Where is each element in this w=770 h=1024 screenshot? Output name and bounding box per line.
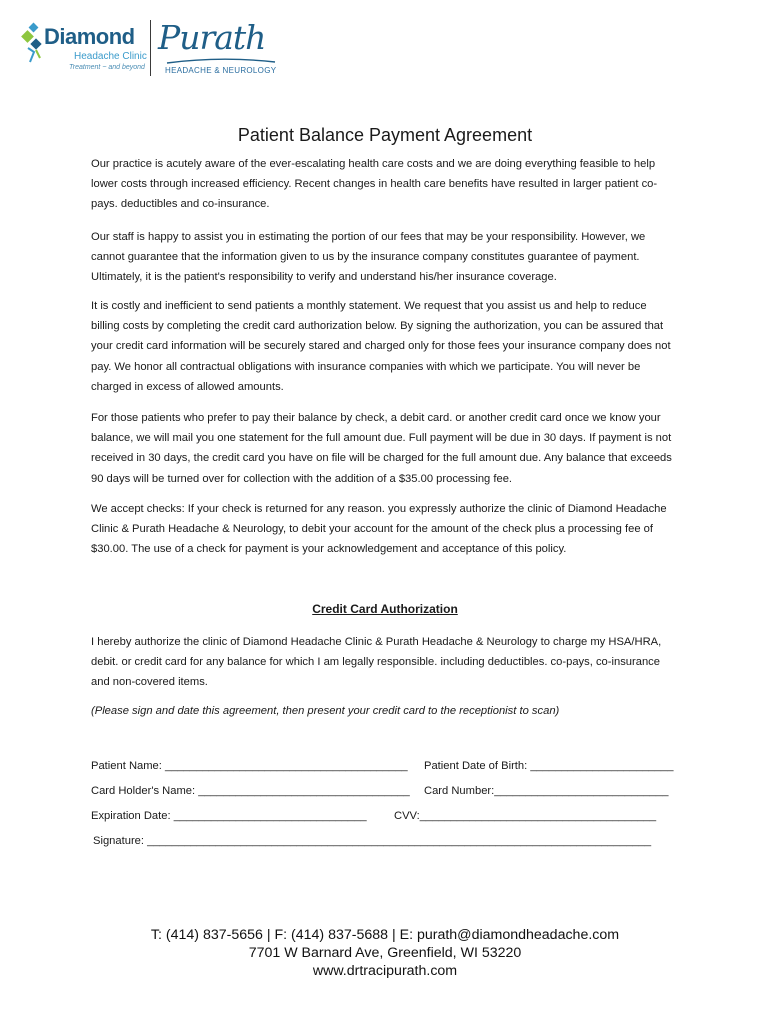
paragraph-line: charged in excess of allowed amounts.	[91, 380, 284, 393]
expiration-date-field[interactable]: Expiration Date: _______________________________	[91, 810, 367, 822]
paragraph-check-payment	[91, 408, 691, 489]
paragraph-line: and non-covered items.	[91, 676, 208, 689]
card-holder-name-field[interactable]: Card Holder's Name: __________________________________	[91, 785, 410, 797]
page-title: Patient Balance Payment Agreement	[237, 125, 533, 145]
card-number-field[interactable]: Card Number:____________________________	[424, 785, 669, 797]
paragraph-line: Clinic & Purath Headache & Neurology, to debit your account for the amount of the check plus a processing fee of	[91, 523, 653, 536]
paragraph-staff	[91, 227, 691, 288]
footer-website[interactable]: www.drtracipurath.com	[312, 963, 458, 979]
patient-name-field[interactable]: Patient Name: _______________________________________	[91, 760, 408, 772]
diamond-headache-clinic-logo	[20, 18, 155, 78]
paragraph-line: I hereby authorize the clinic of Diamond Headache Clinic & Purath Headache & Neurology to charge my HSA/HRA,	[91, 636, 662, 648]
footer-contact	[0, 926, 770, 980]
paragraph-line: It is costly and inefficient to send patients a monthly statement. We request that you assist us and help to reduce	[91, 300, 647, 312]
paragraph-costs	[91, 154, 691, 215]
paragraph-line: lower costs through increased efficiency. Recent changes in health care benefits have resulted in larger patient co-	[91, 178, 658, 191]
paragraph-line: $30.00. The use of a check for payment is your acknowledgement and acceptance of this policy.	[91, 543, 567, 556]
footer-phone-fax-email: T: (414) 837-5656 | F: (414) 837-5688 | E: purath@diamondheadache.com	[150, 927, 620, 943]
paragraph-line: cannot guarantee that the information given to us by the insurance company constitutes guarantee of payment.	[91, 251, 640, 264]
paragraph-line: 90 days will be turned over for collection with the addition of a $35.00 processing fee.	[91, 472, 513, 485]
cvv-field[interactable]: CVV:______________________________________	[394, 810, 657, 822]
paragraph-line: We accept checks: If your check is returned for any reason. you expressly authorize the clinic of Diamond Headache	[91, 503, 667, 515]
signature-field[interactable]: Signature: _________________________________________________________________________________	[93, 835, 652, 847]
paragraph-line: Our practice is acutely aware of the ever-escalating health care costs and we are doing everything feasible to help	[91, 158, 656, 170]
purath-swash-icon	[165, 58, 277, 66]
paragraph-line: For those patients who prefer to pay their balance by check, a debit card. or another credit card once we know your	[91, 412, 661, 424]
paragraph-line: pays. deductibles and co-insurance.	[91, 198, 270, 211]
diamond-logo-tagline: Treatment ~ and beyond	[69, 64, 145, 71]
paragraph-line: debit. or credit card for any balance for which I am legally responsible. including deductibles. co-pays, co-insurance	[91, 656, 660, 669]
paragraph-line: received in 30 days, the credit card you have on file will be charged for the full amount due. Any balance that exceeds	[91, 452, 672, 465]
paragraph-line: Our staff is happy to assist you in estimating the portion of our fees that may be your responsibility. However, we	[91, 231, 646, 243]
authorization-paragraph	[91, 632, 691, 693]
paragraph-line: balance, we will mail you one statement for the full amount due. Full payment will be due in 30 days. If payment is not	[91, 432, 672, 445]
footer-address: 7701 W Barnard Ave, Greenfield, WI 53220	[248, 945, 522, 961]
diamond-logo-subtitle: Headache Clinic	[74, 51, 147, 62]
patient-dob-field[interactable]: Patient Date of Birth: _______________________	[424, 760, 674, 772]
header-logos	[20, 18, 290, 80]
purath-logo-text: Purath	[158, 18, 266, 57]
paragraph-checks-returned	[91, 499, 691, 560]
diamond-logo-text: Diamond	[44, 24, 135, 49]
paragraph-line: pay. We honor all contractual obligations with insurance companies with which we participate. You will never be	[91, 360, 641, 373]
logo-divider	[150, 20, 151, 76]
paragraph-line: Ultimately, it is the patient's responsibility to verify and understand his/her insurance coverage.	[91, 271, 557, 284]
diamond-person-icon	[20, 22, 46, 68]
paragraph-line: billing costs by completing the credit card authorization below. By signing the authorization, you can be assured that	[91, 320, 664, 333]
sign-instruction: (Please sign and date this agreement, then present your credit card to the receptionist to scan)	[91, 705, 560, 717]
purath-logo-subtitle: HEADACHE & NEUROLOGY	[165, 66, 277, 75]
credit-card-authorization-heading: Credit Card Authorization	[312, 602, 458, 616]
paragraph-statement	[91, 296, 691, 397]
paragraph-line: your credit card information will be securely stared and charged only for those fees your insurance company does not	[91, 340, 671, 353]
